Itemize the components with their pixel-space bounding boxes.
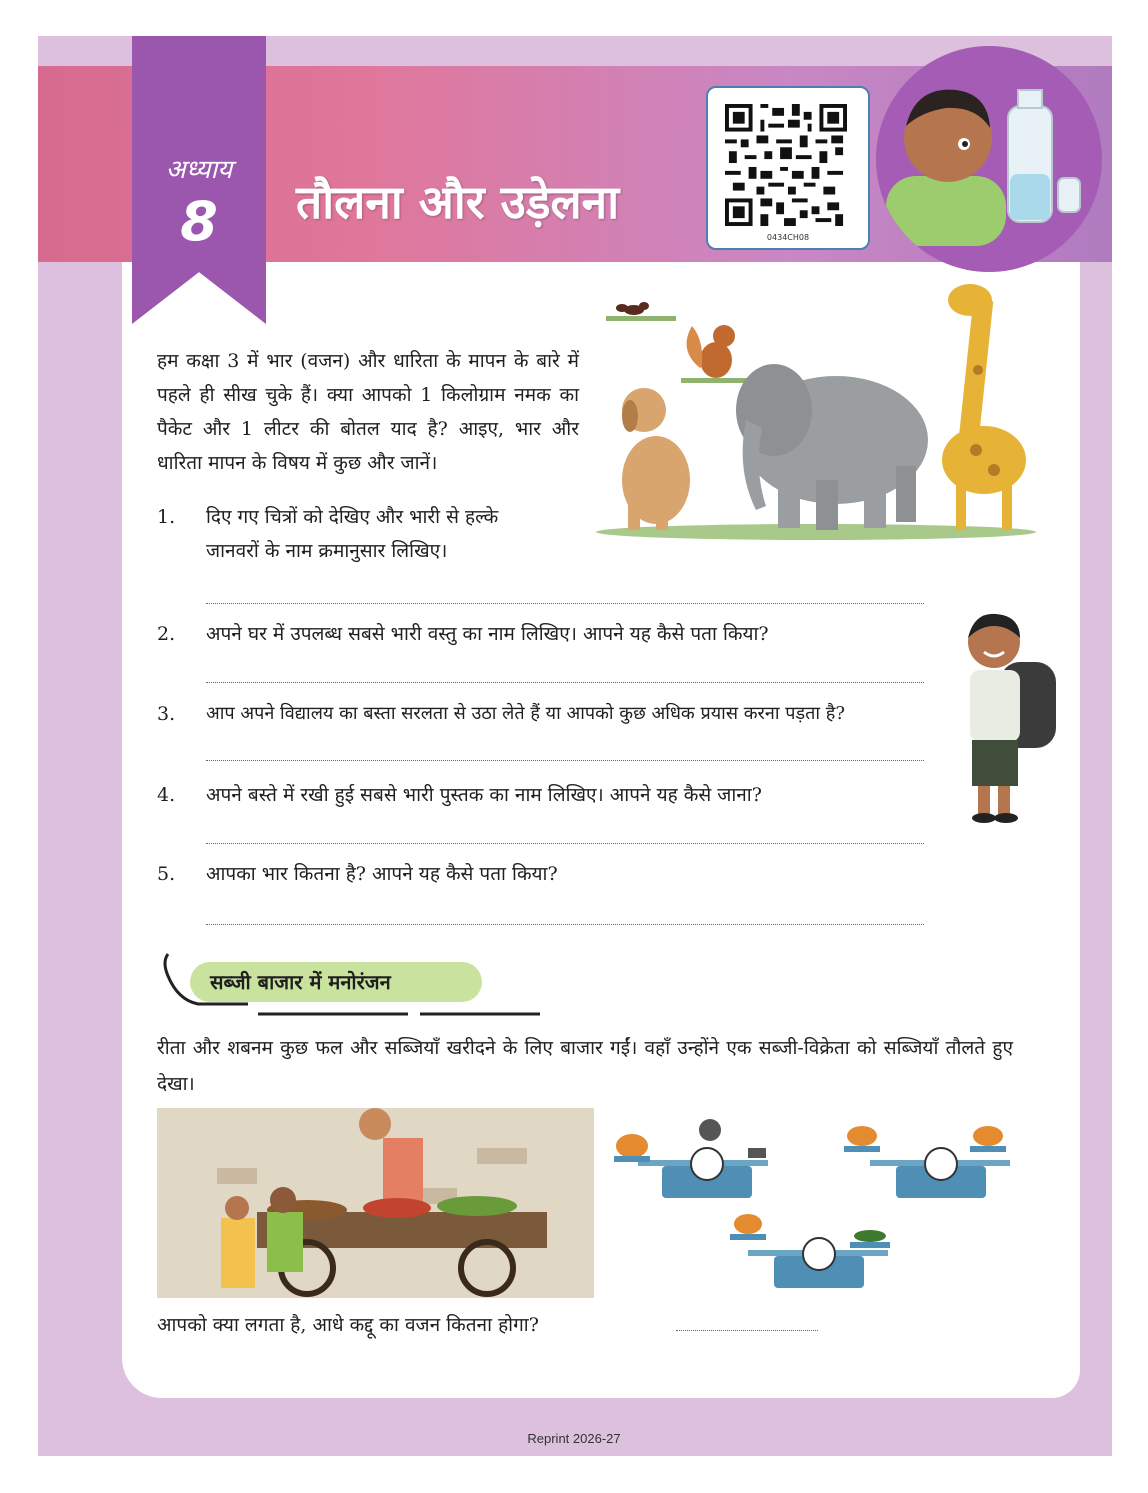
qr-code-label: 0434CH08 — [766, 233, 810, 242]
balance-scales-illustration — [608, 1110, 1028, 1300]
animals-illustration — [596, 270, 1048, 542]
question-number: 5. — [157, 863, 176, 885]
boy-with-bottle-illustration — [876, 46, 1102, 272]
question-text: आप अपने विद्यालय का बस्ता सरलता से उठा लेते हैं या आपको कुछ अधिक प्रयास करना पड़ता है? — [206, 703, 845, 724]
answer-line-5[interactable] — [206, 924, 924, 925]
question-number: 4. — [157, 784, 176, 806]
chapter-number: 8 — [180, 190, 218, 253]
final-question — [157, 1308, 697, 1342]
reprint-footer: Reprint 2026-27 — [527, 1431, 621, 1446]
question-text: दिए गए चित्रों को देखिए और भारी से हल्के — [206, 506, 499, 528]
chapter-title: तौलना और उड़ेलना — [296, 175, 620, 229]
intro-paragraph: हम कक्षा 3 में भार (वजन) और धारिता के मापन के बारे में पहले ही सीख चुके हैं। क्या आपको 1 किलोग्राम नमक का पैकेट और 1 लीटर की बोतल याद है? आइए, भार और धारिता मापन के विषय में कुछ और जानें। — [157, 350, 579, 474]
vegetable-market-illustration — [157, 1108, 594, 1298]
answer-line-3[interactable] — [206, 760, 924, 761]
question-text-line2: जानवरों के नाम क्रमानुसार लिखिए। — [206, 540, 448, 562]
question-number: 3. — [157, 703, 176, 725]
qr-code-image[interactable] — [724, 104, 848, 226]
dog-illustration — [622, 388, 690, 530]
scale-1 — [614, 1119, 768, 1198]
question-number: 1. — [157, 506, 176, 528]
answer-line-4[interactable] — [206, 843, 924, 844]
giraffe-illustration — [942, 284, 1026, 530]
final-question-text: आपको क्या लगता है, आधे कद्दू का वजन कितना होगा? — [157, 1314, 539, 1336]
question-number: 2. — [157, 623, 176, 645]
section-title: सब्जी बाजार में मनोरंजन — [190, 962, 482, 1002]
chapter-word: अध्याय — [165, 155, 233, 185]
section-paragraph: रीता और शबनम कुछ फल और सब्जियाँ खरीदने के लिए बाजार गईं। वहाँ उन्होंने एक सब्जी-विक्रेता को सब्जियाँ तौलते हुए देखा। — [157, 1037, 1013, 1095]
answer-line-1[interactable] — [206, 603, 924, 604]
ant-illustration — [606, 302, 676, 321]
question-text: आपका भार कितना है? आपने यह कैसे पता किया? — [206, 863, 558, 885]
schoolboy-with-bag-illustration — [952, 608, 1062, 824]
question-text: अपने घर में उपलब्ध सबसे भारी वस्तु का नाम लिखिए। आपने यह कैसे पता किया? — [206, 623, 769, 645]
scale-3 — [730, 1214, 890, 1288]
final-answer-line[interactable] — [676, 1330, 818, 1331]
answer-line-2[interactable] — [206, 682, 924, 683]
elephant-illustration — [736, 364, 928, 530]
scale-2 — [844, 1126, 1010, 1198]
squirrel-illustration — [681, 325, 751, 383]
question-text: अपने बस्ते में रखी हुई सबसे भारी पुस्तक का नाम लिखिए। आपने यह कैसे जाना? — [206, 784, 762, 806]
